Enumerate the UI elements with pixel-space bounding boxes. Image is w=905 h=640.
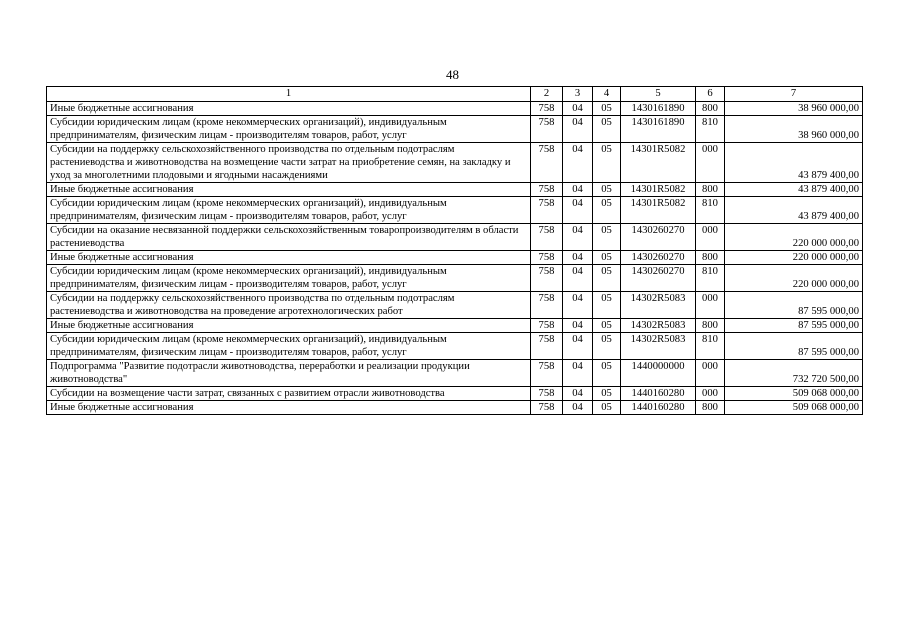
column-header: 3 — [563, 87, 593, 102]
row-code-cell: 758 — [531, 401, 563, 415]
row-code-cell: 1430260270 — [621, 251, 696, 265]
row-code-cell: 758 — [531, 197, 563, 224]
row-name-cell: Иные бюджетные ассигнования — [47, 102, 531, 116]
row-code-cell: 000 — [696, 292, 725, 319]
table-row — [47, 401, 863, 415]
row-code-cell: 04 — [563, 116, 593, 143]
row-code-cell: 05 — [593, 401, 621, 415]
row-code-cell: 810 — [696, 333, 725, 360]
row-name-cell: Иные бюджетные ассигнования — [47, 401, 531, 415]
table-row — [47, 143, 863, 183]
table-row — [47, 265, 863, 292]
column-header: 4 — [593, 87, 621, 102]
row-code-cell: 04 — [563, 143, 593, 183]
budget-table — [46, 86, 863, 415]
row-code-cell: 000 — [696, 224, 725, 251]
table-row — [47, 360, 863, 387]
row-name-cell: Субсидии юридическим лицам (кроме некоммерческих организаций), индивидуальным предпринимателям, физическим лицам - производителям товаров, работ, услуг — [47, 265, 531, 292]
row-name-cell: Субсидии юридическим лицам (кроме некоммерческих организаций), индивидуальным предпринимателям, физическим лицам - производителям товаров, работ, услуг — [47, 197, 531, 224]
row-code-cell: 758 — [531, 319, 563, 333]
row-amount-cell: 43 879 400,00 — [725, 197, 863, 224]
row-code-cell: 05 — [593, 116, 621, 143]
row-code-cell: 14301R5082 — [621, 197, 696, 224]
row-code-cell: 800 — [696, 319, 725, 333]
row-code-cell: 04 — [563, 183, 593, 197]
row-amount-cell: 732 720 500,00 — [725, 360, 863, 387]
row-code-cell: 810 — [696, 116, 725, 143]
row-code-cell: 000 — [696, 387, 725, 401]
row-code-cell: 14302R5083 — [621, 292, 696, 319]
table-row — [47, 251, 863, 265]
row-code-cell: 000 — [696, 360, 725, 387]
table-row — [47, 333, 863, 360]
table-row — [47, 292, 863, 319]
row-code-cell: 758 — [531, 387, 563, 401]
table-row — [47, 183, 863, 197]
row-name-cell: Субсидии юридическим лицам (кроме некоммерческих организаций), индивидуальным предпринимателям, физическим лицам - производителям товаров, работ, услуг — [47, 116, 531, 143]
row-amount-cell: 220 000 000,00 — [725, 265, 863, 292]
row-code-cell: 810 — [696, 265, 725, 292]
table-row — [47, 102, 863, 116]
row-code-cell: 14302R5083 — [621, 319, 696, 333]
row-code-cell: 05 — [593, 183, 621, 197]
row-code-cell: 810 — [696, 197, 725, 224]
row-code-cell: 14302R5083 — [621, 333, 696, 360]
row-code-cell: 800 — [696, 183, 725, 197]
row-code-cell: 758 — [531, 333, 563, 360]
row-code-cell: 04 — [563, 292, 593, 319]
row-code-cell: 1430260270 — [621, 265, 696, 292]
row-amount-cell: 87 595 000,00 — [725, 292, 863, 319]
table-row — [47, 319, 863, 333]
row-code-cell: 1430161890 — [621, 116, 696, 143]
row-code-cell: 05 — [593, 333, 621, 360]
row-name-cell: Субсидии на поддержку сельскохозяйственного производства по отдельным подотраслям растениеводства и животноводства на возмещение части затрат на приобретение семян, на закладку и уход за многолетними плодовыми и ягодными насаждениями — [47, 143, 531, 183]
row-name-cell: Иные бюджетные ассигнования — [47, 183, 531, 197]
row-code-cell: 04 — [563, 333, 593, 360]
row-code-cell: 04 — [563, 224, 593, 251]
row-code-cell: 800 — [696, 102, 725, 116]
row-amount-cell: 43 879 400,00 — [725, 143, 863, 183]
row-amount-cell: 220 000 000,00 — [725, 251, 863, 265]
row-code-cell: 04 — [563, 265, 593, 292]
row-code-cell: 758 — [531, 292, 563, 319]
column-header: 5 — [621, 87, 696, 102]
row-code-cell: 758 — [531, 143, 563, 183]
column-header: 1 — [47, 87, 531, 102]
table-row — [47, 197, 863, 224]
column-header: 2 — [531, 87, 563, 102]
row-code-cell: 758 — [531, 360, 563, 387]
column-header: 6 — [696, 87, 725, 102]
row-code-cell: 04 — [563, 360, 593, 387]
row-amount-cell: 509 068 000,00 — [725, 401, 863, 415]
row-code-cell: 1440160280 — [621, 387, 696, 401]
row-code-cell: 05 — [593, 387, 621, 401]
row-code-cell: 1430161890 — [621, 102, 696, 116]
row-amount-cell: 220 000 000,00 — [725, 224, 863, 251]
row-name-cell: Иные бюджетные ассигнования — [47, 319, 531, 333]
row-name-cell: Субсидии на возмещение части затрат, связанных с развитием отрасли животноводства — [47, 387, 531, 401]
row-code-cell: 04 — [563, 102, 593, 116]
row-code-cell: 04 — [563, 197, 593, 224]
row-code-cell: 758 — [531, 265, 563, 292]
row-code-cell: 758 — [531, 116, 563, 143]
row-amount-cell: 509 068 000,00 — [725, 387, 863, 401]
row-code-cell: 758 — [531, 224, 563, 251]
row-amount-cell: 38 960 000,00 — [725, 116, 863, 143]
row-code-cell: 1440000000 — [621, 360, 696, 387]
row-code-cell: 800 — [696, 251, 725, 265]
row-code-cell: 05 — [593, 265, 621, 292]
row-code-cell: 04 — [563, 387, 593, 401]
row-code-cell: 14301R5082 — [621, 183, 696, 197]
row-name-cell: Субсидии на оказание несвязанной поддержки сельскохозяйственным товаропроизводителям в области растениеводства — [47, 224, 531, 251]
row-code-cell: 800 — [696, 401, 725, 415]
row-code-cell: 05 — [593, 224, 621, 251]
table-row — [47, 116, 863, 143]
row-amount-cell: 38 960 000,00 — [725, 102, 863, 116]
row-amount-cell: 43 879 400,00 — [725, 183, 863, 197]
row-code-cell: 05 — [593, 251, 621, 265]
row-name-cell: Иные бюджетные ассигнования — [47, 251, 531, 265]
row-code-cell: 05 — [593, 102, 621, 116]
row-code-cell: 758 — [531, 183, 563, 197]
row-amount-cell: 87 595 000,00 — [725, 333, 863, 360]
table-header-row — [47, 87, 863, 102]
row-code-cell: 04 — [563, 319, 593, 333]
table-row — [47, 224, 863, 251]
row-code-cell: 05 — [593, 319, 621, 333]
row-name-cell: Субсидии юридическим лицам (кроме некоммерческих организаций), индивидуальным предпринимателям, физическим лицам - производителям товаров, работ, услуг — [47, 333, 531, 360]
row-code-cell: 05 — [593, 292, 621, 319]
row-code-cell: 05 — [593, 360, 621, 387]
table-row — [47, 387, 863, 401]
row-code-cell: 04 — [563, 401, 593, 415]
row-code-cell: 04 — [563, 251, 593, 265]
row-code-cell: 14301R5082 — [621, 143, 696, 183]
row-name-cell: Субсидии на поддержку сельскохозяйственного производства по отдельным подотраслям растениеводства и животноводства на проведение агротехнологических работ — [47, 292, 531, 319]
column-header: 7 — [725, 87, 863, 102]
row-code-cell: 05 — [593, 143, 621, 183]
row-code-cell: 1430260270 — [621, 224, 696, 251]
row-code-cell: 1440160280 — [621, 401, 696, 415]
row-name-cell: Подпрограмма "Развитие подотрасли животноводства, переработки и реализации продукции животноводства" — [47, 360, 531, 387]
row-code-cell: 758 — [531, 251, 563, 265]
page-number: 48 — [446, 67, 459, 82]
row-code-cell: 758 — [531, 102, 563, 116]
row-code-cell: 000 — [696, 143, 725, 183]
row-code-cell: 05 — [593, 197, 621, 224]
row-amount-cell: 87 595 000,00 — [725, 319, 863, 333]
